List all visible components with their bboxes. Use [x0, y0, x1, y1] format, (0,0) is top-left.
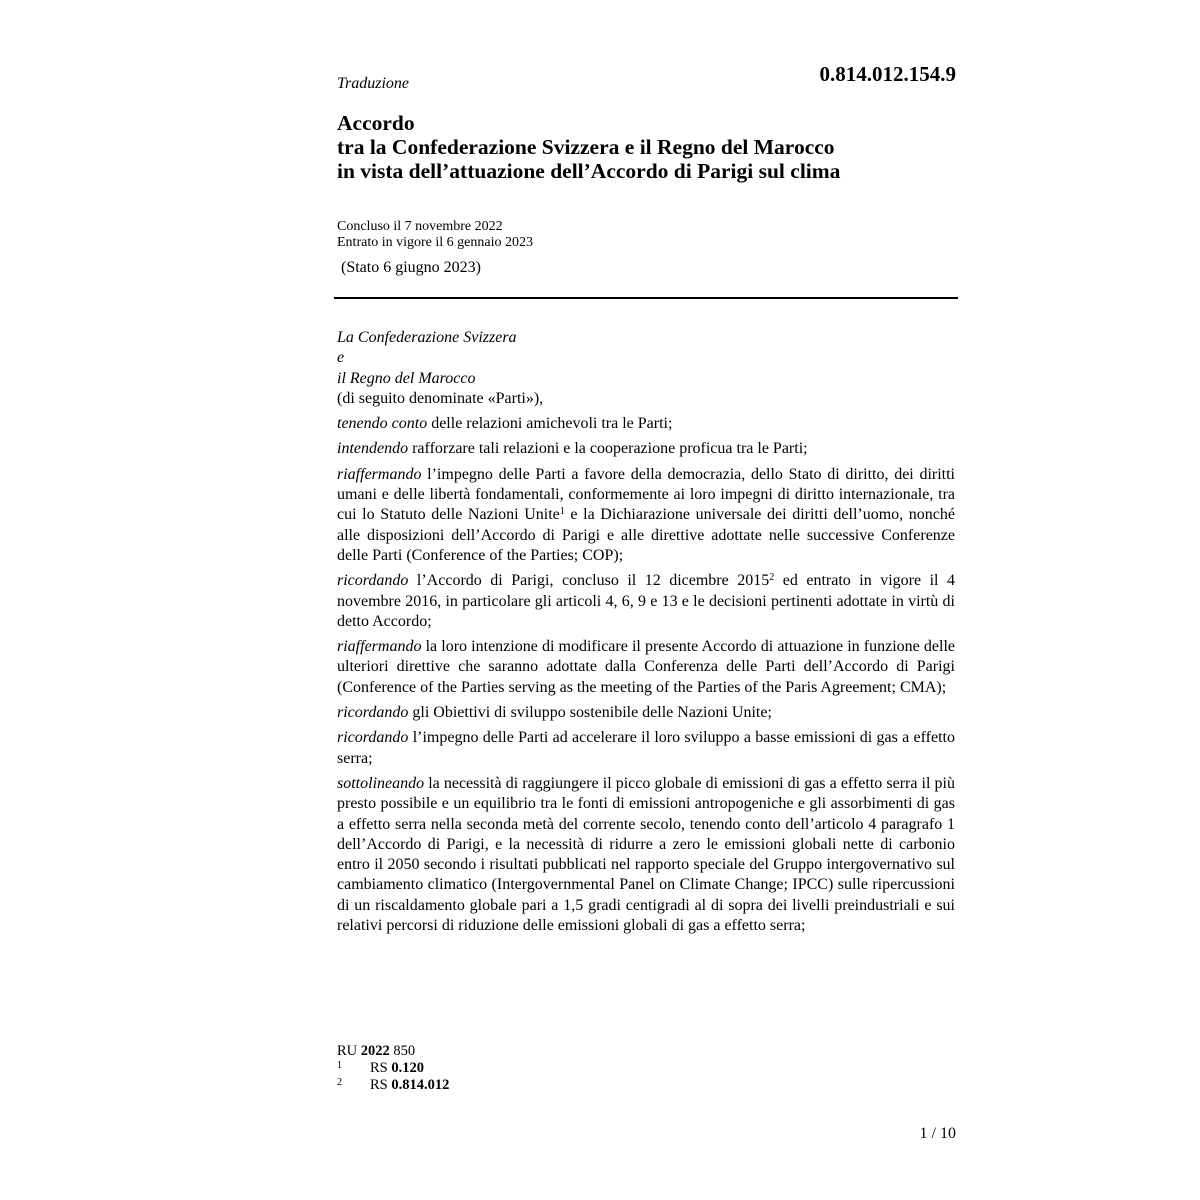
- title-line: Accordo: [337, 111, 415, 135]
- preamble-clause: [337, 774, 955, 936]
- footnote-number: 2: [337, 1077, 342, 1088]
- footnote-text: RS 0.120: [370, 1060, 424, 1076]
- parties-block: [337, 328, 955, 409]
- preamble-clause: [337, 728, 955, 769]
- footnote-link[interactable]: 0.120: [391, 1060, 424, 1076]
- header-divider: [334, 297, 958, 299]
- footnotes: [337, 1043, 449, 1094]
- footnote-number: 1: [337, 1060, 342, 1071]
- preamble-clause: [337, 637, 955, 698]
- preamble-clause: [337, 414, 955, 434]
- clause-text: delle relazioni amichevoli tra le Parti;: [427, 415, 673, 433]
- translation-label: Traduzione: [337, 75, 410, 92]
- concluded-date: Concluso il 7 novembre 2022: [337, 219, 503, 234]
- clause-lead: sottolineando: [337, 774, 425, 792]
- title-line: in vista dell’attuazione dell’Accordo di Parigi sul clima: [337, 159, 841, 183]
- clause-lead: ricordando: [337, 729, 409, 747]
- clause-lead: riaffermando: [337, 465, 422, 483]
- clause-text: e la Dichiarazione universale dei diritti dell’uomo, nonché alle disposizioni dell’Accordo di Parigi e alle direttive adottate nelle successive Conferenze delle Parti (Conference of the Parties; COP);: [337, 506, 955, 564]
- clause-text: l’Accordo di Parigi, concluso il 12 dicembre 2015: [408, 572, 770, 590]
- preamble-clause: [337, 703, 955, 723]
- document-title: [337, 111, 957, 183]
- party-conjunction: e: [337, 349, 345, 367]
- sr-number: 0.814.012.154.9: [819, 62, 956, 86]
- in-force-date: Entrato in vigore il 6 gennaio 2023: [337, 235, 533, 250]
- clause-text: la necessità di raggiungere il picco globale di emissioni di gas a effetto serra il più presto possibile e un equilibrio tra le fonti di emissioni antropogeniche e gli assorbimenti di gas a effetto serra nella seconda metà del corrente secolo, tenendo conto dell’articolo 4 paragrafo 1 dell’Accordo di Parigi, e la necessità di ridurre a zero le emissioni globali nette di carbonio entro il 2050 secondo i risultati pubblicati nel rapporto speciale del Gruppo intergovernativo sul cambiamento climatico (Intergovernmental Panel on Climate Change; IPCC) sulle ripercussioni di un riscaldamento globale pari a 1,5 gradi centigradi al di sopra dei livelli preindustriali e sui relativi percorsi di riduzione delle emissioni globali di gas a effetto serra;: [337, 774, 955, 935]
- title-line: tra la Confederazione Svizzera e il Regno del Marocco: [337, 135, 835, 159]
- preamble-clause: [337, 571, 955, 632]
- clause-text: gli Obiettivi di sviluppo sostenibile delle Nazioni Unite;: [408, 704, 772, 722]
- clause-text: l’impegno delle Parti a favore della democrazia, dello Stato di diritto, dei diritti umani e delle libertà fondamentali, conformemente ai loro impegni di diritto internazionale, tra cui lo Statuto delle Nazioni Unite: [337, 465, 955, 524]
- clause-text: l’impegno delle Parti ad accelerare il loro sviluppo a basse emissioni di gas a effetto serra;: [337, 729, 955, 767]
- footnote: [337, 1077, 449, 1094]
- clause-lead: ricordando: [337, 572, 409, 590]
- clause-lead: ricordando: [337, 704, 409, 722]
- clause-lead: tenendo conto: [337, 415, 428, 433]
- page-number: 1 / 10: [919, 1125, 956, 1142]
- party-1: La Confederazione Svizzera: [337, 329, 517, 346]
- preamble-clause: [337, 439, 955, 459]
- clause-lead: intendendo: [337, 440, 409, 458]
- preamble-clause: [337, 465, 955, 566]
- clause-text: rafforzare tali relazioni e la cooperazione proficua tra le Parti;: [408, 440, 808, 458]
- clause-text: la loro intenzione di modificare il presente Accordo di attuazione in funzione delle ulteriori direttive che saranno adottate dalla Conferenza delle Parti dell’Accordo di Parigi (Conference of the Parties serving as the meeting of the Parties of the Paris Agreement; CMA);: [337, 638, 955, 696]
- preamble: [337, 328, 955, 941]
- parties-note: (di seguito denominate «Parti»),: [337, 389, 544, 407]
- footnote-link[interactable]: 0.814.012: [391, 1077, 450, 1093]
- footnote-ref[interactable]: 1: [559, 506, 565, 518]
- footnote-ref[interactable]: 2: [769, 572, 775, 584]
- ru-reference: RU 2022 850: [337, 1043, 416, 1059]
- footnote-text: RS 0.814.012: [370, 1077, 450, 1093]
- dates-block: [337, 219, 533, 251]
- party-2: il Regno del Marocco: [337, 369, 476, 387]
- clause-lead: riaffermando: [337, 638, 422, 656]
- status-date: (Stato 6 giugno 2023): [341, 259, 481, 276]
- clause-text: ed entrato in vigore il 4 novembre 2016, in particolare gli articoli 4, 6, 9 e 13 e le decisioni pertinenti adottate in virtù di detto Accordo;: [337, 572, 956, 630]
